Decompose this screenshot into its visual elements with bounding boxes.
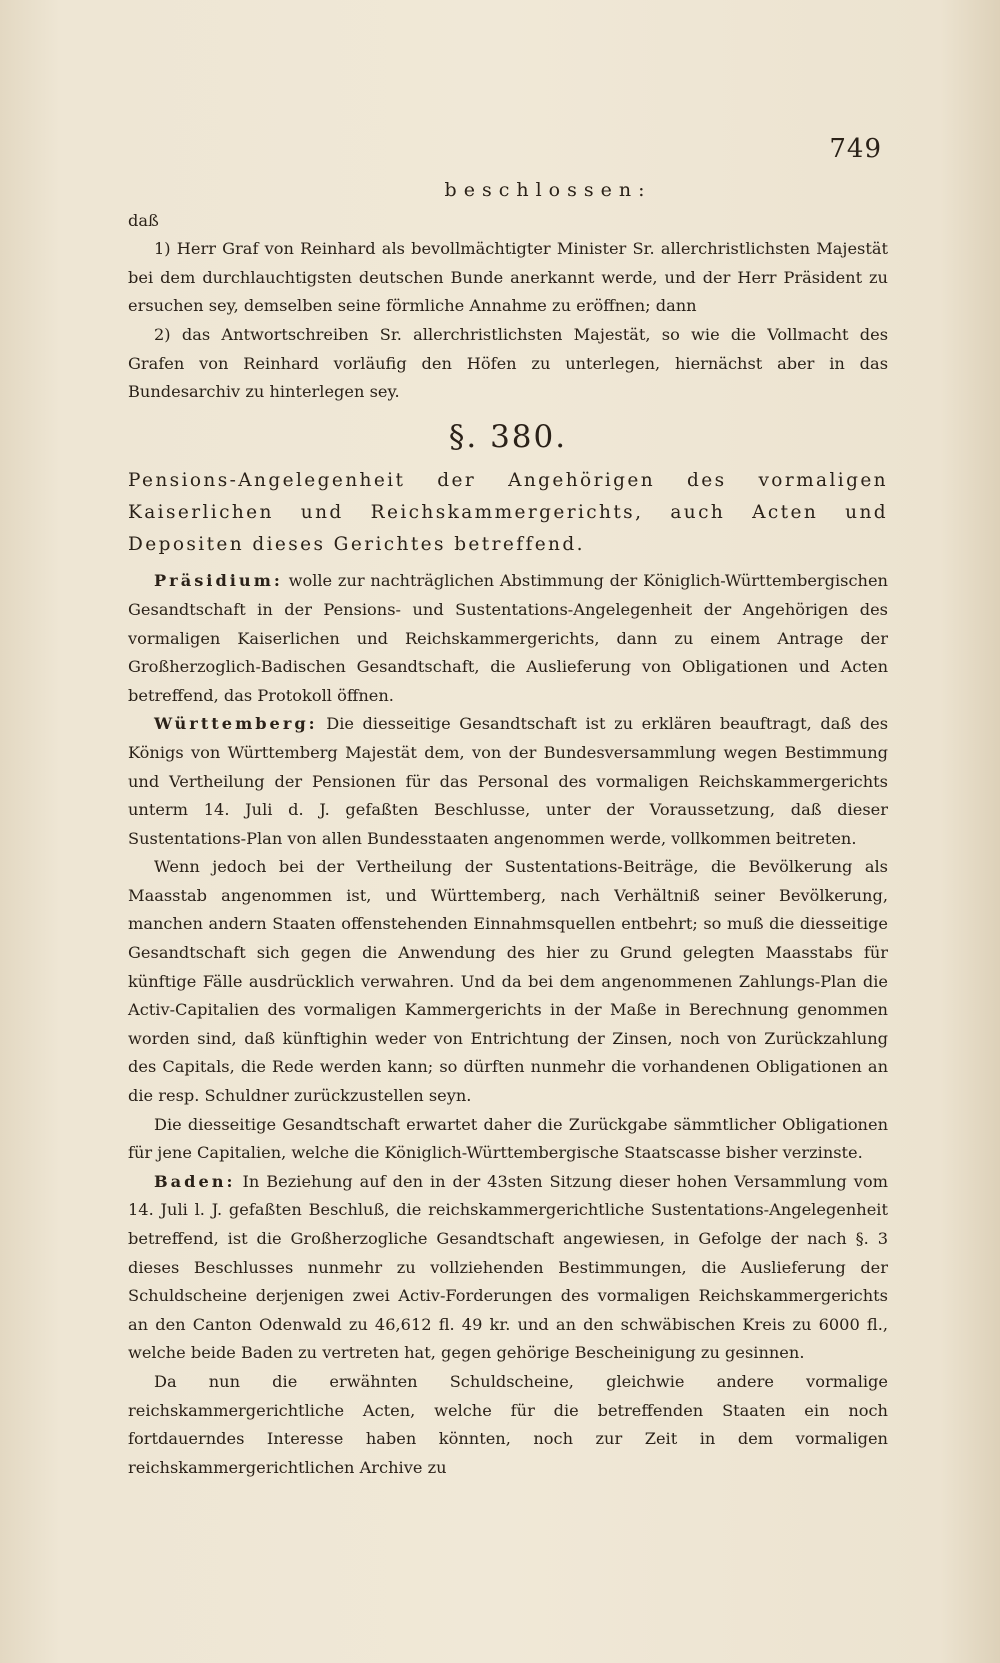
speaker-label: Präsidium:	[154, 571, 283, 591]
paragraph-wuerttemberg-cont	[128, 853, 888, 1110]
paragraph-text: Wenn jedoch bei der Vertheilung der Sustentations-Beiträge, die Bevölkerung als Maasstab angenommen ist, und Württemberg, nach Verhältniß seiner Bevölkerung, manchen andern Staaten offenstehenden Einnahmsquellen entbehrt; so muß die diesseitige Gesandtschaft sich gegen die Anwendung des hier zu Grund gelegten Maasstabs für künftige Fälle ausdrücklich verwahren. Und da bei dem angenommenen Zahlungs-Plan die Activ-Capitalien des vormaligen Kammergerichts in der Maße in Berechnung genommen worden sind, daß künftighin weder von Entrichtung der Zinsen, noch von Zurückzahlung des Capitals, die Rede werden kann; so dürften nunmehr die vorhandenen Obligationen an die resp. Schuldner zurückzustellen seyn.	[128, 857, 888, 1106]
section-subject: Pensions-Angelegenheit der Angehörigen des vormaligen Kaiserlichen und Reichskammergerichts, auch Acten und Depositen dieses Gerichtes betreffend.	[128, 470, 888, 556]
intro-text: daß	[128, 210, 159, 230]
paragraph-text: wolle zur nachträglichen Abstimmung der Königlich-Württembergischen Gesandtschaft in der Pensions- und Sustentations-Angelegenheit der Angehörigen des vormaligen Kaiserlichen und Reichskammergerichts, dann zu einem Antrage der Großherzoglich-Badischen Gesandtschaft, die Auslieferung von Obligationen und Acten betreffend, das Protokoll öffnen.	[128, 571, 888, 705]
paragraph-wuerttemberg-end	[128, 1111, 888, 1168]
paragraph-text: Die diesseitige Gesandtschaft ist zu erklären beauftragt, daß des Königs von Württemberg Majestät dem, von der Bundesversammlung wegen Bestimmung und Vertheilung der Pensionen für das Personal des vormaligen Reichskammergerichts unterm 14. Juli d. J. gefaßten Beschlusse, unter der Voraussetzung, daß dieser Sustentations-Plan von allen Bundesstaaten angenommen werde, vollkommen beitreten.	[128, 714, 888, 848]
paragraph-text: Da nun die erwähnten Schuldscheine, gleichwie andere vormalige reichskammergerichtliche Acten, welche für die betreffenden Staaten ein noch fortdauerndes Interesse haben könnten, noch zur Zeit in dem vormaligen reichskammergerichtlichen Archive zu	[128, 1371, 888, 1477]
paragraph-wuerttemberg	[128, 710, 888, 853]
paragraph-baden	[128, 1168, 888, 1368]
paragraph-baden-cont	[128, 1368, 888, 1482]
paragraph-text: Die diesseitige Gesandtschaft erwartet daher die Zurückgabe sämmtlicher Obligationen für jene Capitalien, welche die Königlich-Württembergische Staatscasse bisher verzinste.	[128, 1114, 888, 1163]
resolution-heading: beschlossen:	[444, 179, 652, 201]
paragraph-praesidium	[128, 567, 888, 710]
resolution-item-2: 2) das Antwortschreiben Sr. allerchristlichsten Majestät, so wie die Vollmacht des Grafen von Reinhard vorläufig den Höfen zu unterlegen, hiernächst aber in das Bundesarchiv zu hinterlegen sey.	[128, 324, 888, 402]
paragraph-text: In Beziehung auf den in der 43sten Sitzung dieser hohen Versammlung vom 14. Juli l. J. gefaßten Beschluß, die reichskammergerichtliche Sustentations-Angelegenheit betreffend, ist die Großherzogliche Gesandtschaft angewiesen, in Gefolge der nach §. 3 dieses Beschlusses nunmehr zu vollziehenden Bestimmungen, die Auslieferung der Schuldscheine derjenigen zwei Activ-Forderungen des vormaligen Reichskammergerichts an den Canton Odenwald zu 46,612 fl. 49 kr. und an den schwäbischen Kreis zu 6000 fl., welche beide Baden zu vertreten hat, gegen gehörige Bescheinigung zu gesinnen.	[128, 1171, 888, 1363]
page-number: 749	[829, 134, 882, 164]
speaker-label: Württemberg:	[154, 714, 318, 734]
section-number: §. 380.	[448, 418, 568, 455]
page-content	[128, 176, 888, 1482]
speaker-label: Baden:	[154, 1171, 236, 1191]
resolution-item-1: 1) Herr Graf von Reinhard als bevollmächtigter Minister Sr. allerchristlichsten Majestät bei dem durchlauchtigsten deutschen Bunde anerkannt werde, und der Herr Präsident zu ersuchen sey, demselben seine förmliche Annahme zu eröffnen; dann	[128, 239, 888, 316]
